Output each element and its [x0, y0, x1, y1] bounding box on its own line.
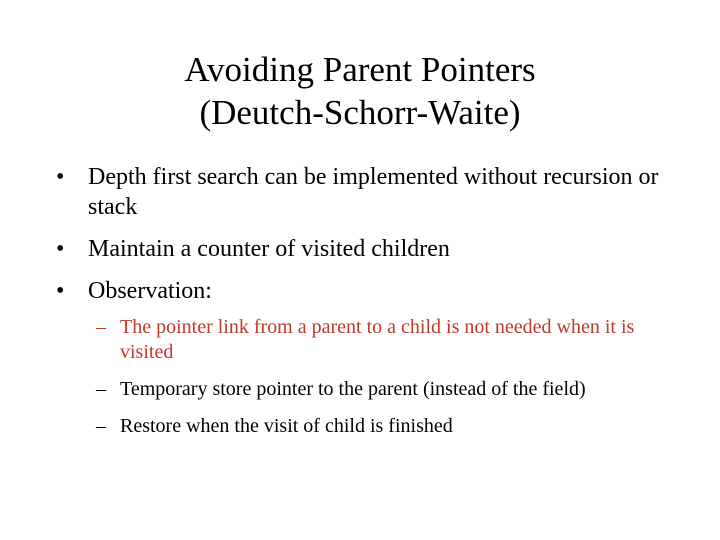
sub-bullet-marker: –: [96, 415, 106, 437]
bullet-marker: •: [56, 236, 65, 262]
sub-bullet-marker: –: [96, 378, 106, 400]
bullet-text: Depth first search can be implemented without recursion or stack: [88, 164, 659, 220]
bullet-item: [56, 276, 676, 306]
bullet-text: Observation:: [88, 278, 212, 304]
title-line-1: Avoiding Parent Pointers: [184, 50, 536, 89]
bullet-list: [56, 162, 676, 318]
bullet-marker: •: [56, 278, 65, 304]
sub-bullet-text: The pointer link from a parent to a child is not needed when it is visited: [120, 316, 635, 363]
bullet-item: [56, 234, 676, 264]
bullet-item: [56, 162, 676, 222]
sub-bullet-item: [96, 315, 656, 365]
bullet-marker: •: [56, 164, 65, 190]
sub-bullet-item: [96, 414, 656, 439]
title-line-2: (Deutch-Schorr-Waite): [199, 93, 521, 132]
sub-bullet-text: Temporary store pointer to the parent (instead of the field): [120, 378, 586, 400]
sub-bullet-list: [96, 315, 656, 451]
sub-bullet-text: Restore when the visit of child is finished: [120, 415, 453, 437]
sub-bullet-item: [96, 377, 656, 402]
sub-bullet-marker: –: [96, 316, 106, 338]
slide-title: [60, 48, 660, 134]
bullet-text: Maintain a counter of visited children: [88, 236, 450, 262]
